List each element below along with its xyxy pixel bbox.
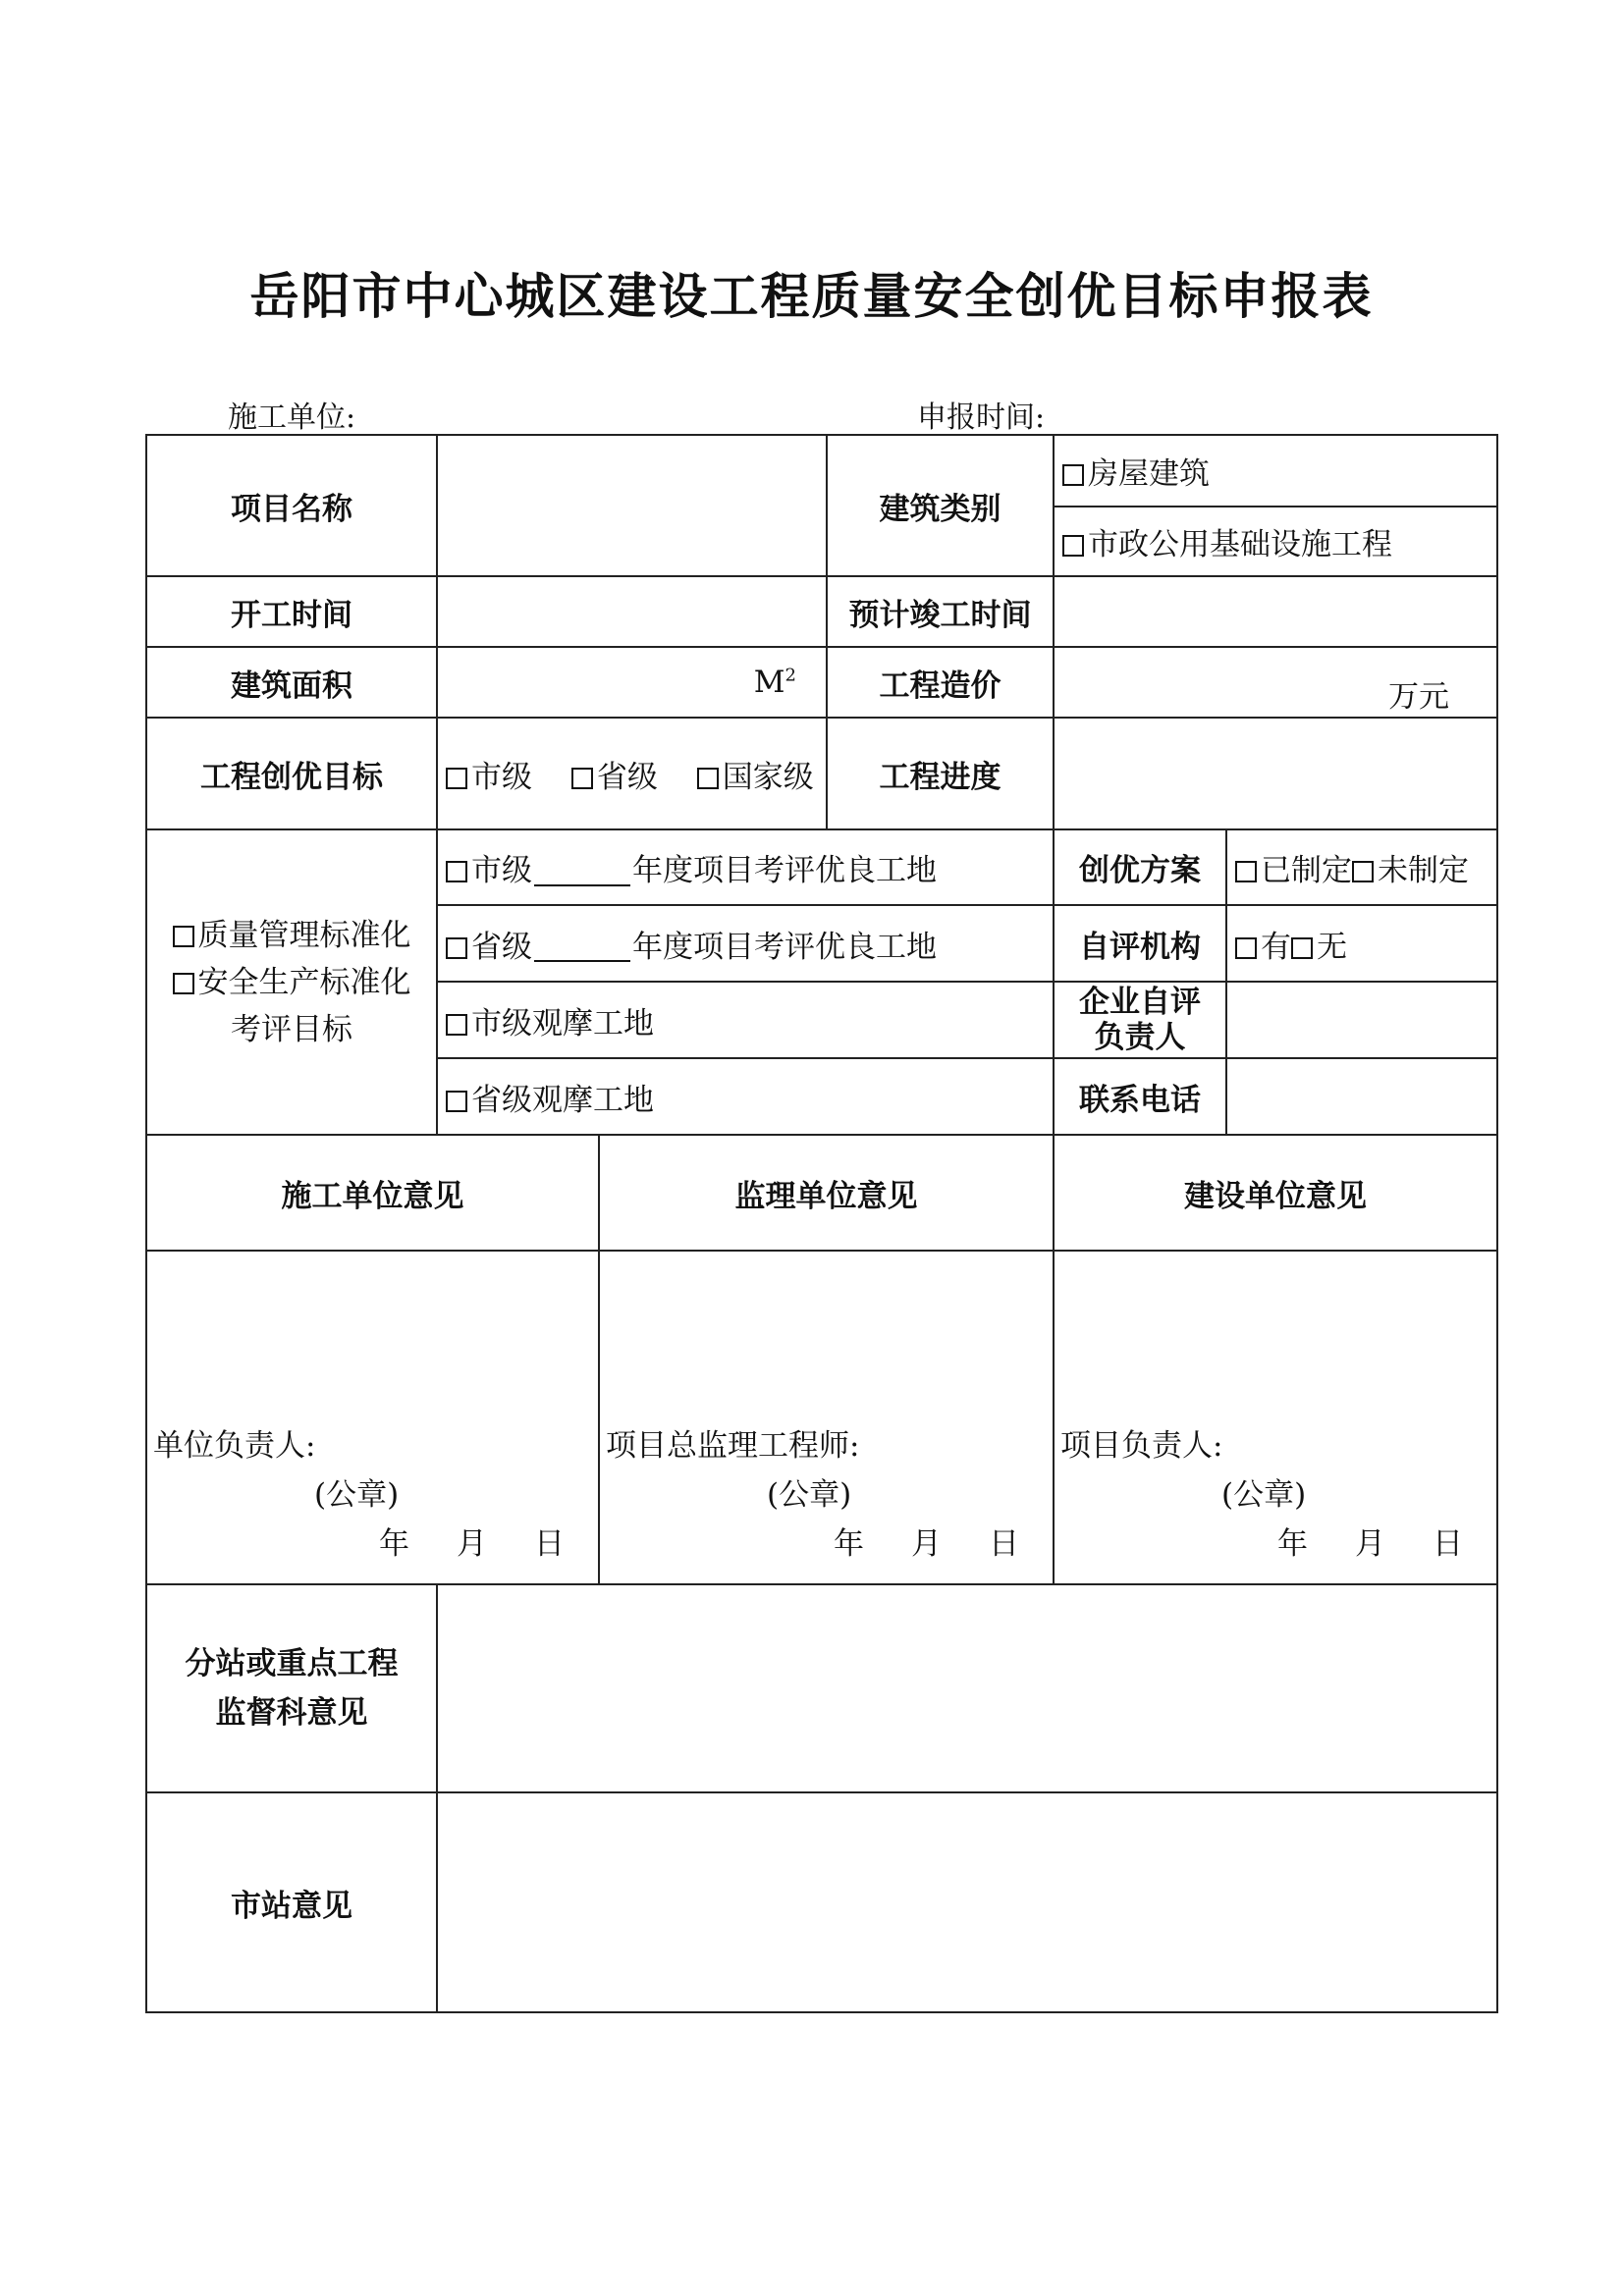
checkbox-icon[interactable] (446, 768, 467, 789)
supervisor-opinion-header: 监理单位意见 (599, 1135, 1054, 1251)
project-name-field[interactable] (437, 435, 827, 576)
checkbox-icon[interactable] (1062, 464, 1084, 486)
checkbox-icon[interactable] (1352, 861, 1374, 882)
start-time-field[interactable] (437, 576, 827, 647)
self-eval-person-label: 企业自评 负责人 (1054, 982, 1226, 1058)
checkbox-icon[interactable] (1291, 937, 1313, 959)
self-eval-options: 有 无 (1226, 905, 1497, 982)
quality-standard-option[interactable]: 质量管理标准化 (147, 912, 436, 959)
branch-opinion-label: 分站或重点工程 监督科意见 (146, 1584, 437, 1792)
project-name-label: 项目名称 (146, 435, 437, 576)
standard-item-city-excellent[interactable]: 市级 年度项目考评优良工地 (437, 829, 1054, 905)
target-label: 工程创优目标 (146, 718, 437, 829)
supervisor-opinion-cell[interactable]: 项目总监理工程师: (公章) 年 月 日 (599, 1251, 1054, 1584)
constructor-opinion-cell[interactable]: 单位负责人: (公章) 年 月 日 (146, 1251, 599, 1584)
application-form (145, 434, 1498, 2013)
checkbox-icon[interactable] (446, 937, 467, 959)
standard-item-province-excellent[interactable]: 省级 年度项目考评优良工地 (437, 905, 1054, 982)
form-title: 岳阳市中心城区建设工程质量安全创优目标申报表 (249, 267, 1374, 325)
area-field[interactable] (437, 647, 827, 718)
cost-label: 工程造价 (827, 647, 1054, 718)
constructor-label: 施工单位: (228, 400, 356, 435)
target-option-province: 省级 (596, 759, 658, 795)
checkbox-icon[interactable] (571, 768, 593, 789)
building-type-label: 建筑类别 (827, 435, 1054, 576)
area-label: 建筑面积 (146, 647, 437, 718)
checkbox-icon[interactable] (1062, 535, 1084, 557)
year-blank[interactable] (534, 859, 630, 886)
safety-standard-option[interactable]: 安全生产标准化 (147, 959, 436, 1006)
checkbox-icon[interactable] (1235, 937, 1257, 959)
progress-field[interactable] (1054, 718, 1497, 829)
expected-finish-label: 预计竣工时间 (827, 576, 1054, 647)
expected-finish-field[interactable] (1054, 576, 1497, 647)
branch-opinion-field[interactable] (437, 1584, 1497, 1792)
cost-field[interactable] (1054, 647, 1497, 718)
checkbox-icon[interactable] (173, 973, 194, 994)
standardization-label: 质量管理标准化 安全生产标准化 考评目标 (146, 829, 437, 1135)
checkbox-icon[interactable] (1235, 861, 1257, 882)
target-options (437, 718, 827, 829)
plan-options: 已制定 未制定 (1226, 829, 1497, 905)
city-opinion-label: 市站意见 (146, 1792, 437, 2012)
standard-item-province-demo[interactable]: 省级观摩工地 (437, 1058, 1054, 1135)
phone-field[interactable] (1226, 1058, 1497, 1135)
owner-opinion-cell[interactable]: 项目负责人: (公章) 年 月 日 (1054, 1251, 1497, 1584)
owner-opinion-header: 建设单位意见 (1054, 1135, 1497, 1251)
checkbox-icon[interactable] (446, 861, 467, 882)
checkbox-icon[interactable] (446, 1014, 467, 1036)
target-option-national: 国家级 (722, 759, 814, 795)
checkbox-icon[interactable] (173, 926, 194, 947)
area-unit: $M^2$ (753, 665, 796, 700)
building-type-option-housing[interactable]: 房屋建筑 (1054, 435, 1497, 507)
self-eval-person-field[interactable] (1226, 982, 1497, 1058)
start-time-label: 开工时间 (146, 576, 437, 647)
plan-label: 创优方案 (1054, 829, 1226, 905)
standard-item-city-demo[interactable]: 市级观摩工地 (437, 982, 1054, 1058)
progress-label: 工程进度 (827, 718, 1054, 829)
phone-label: 联系电话 (1054, 1058, 1226, 1135)
self-eval-label: 自评机构 (1054, 905, 1226, 982)
checkbox-icon[interactable] (697, 768, 719, 789)
city-opinion-field[interactable] (437, 1792, 1497, 2012)
checkbox-icon[interactable] (446, 1091, 467, 1112)
building-type-option-municipal[interactable]: 市政公用基础设施工程 (1054, 507, 1497, 576)
date-label: 申报时间: (917, 400, 1046, 435)
year-blank[interactable] (534, 934, 630, 962)
target-option-city: 市级 (471, 759, 532, 795)
constructor-opinion-header: 施工单位意见 (146, 1135, 599, 1251)
cost-unit: 万元 (1388, 679, 1449, 715)
